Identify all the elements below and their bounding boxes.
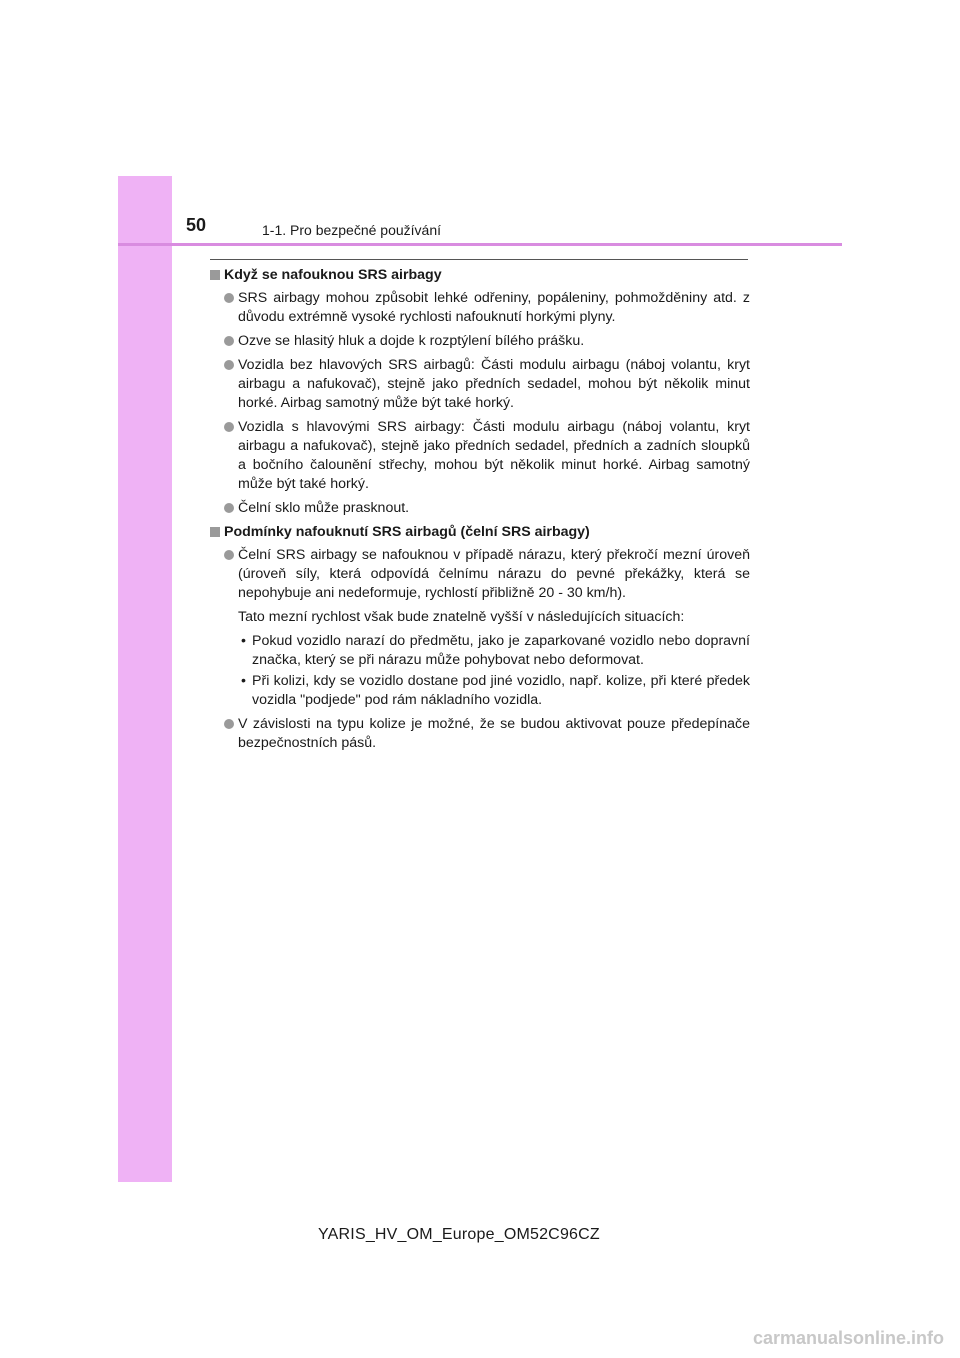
page-number: 50: [186, 215, 207, 235]
section-title: 1-1. Pro bezpečné používání: [262, 222, 442, 238]
circle-bullet-icon: [224, 336, 234, 346]
side-color-band: [118, 176, 172, 1182]
footer-code: YARIS_HV_OM_Europe_OM52C96CZ: [318, 1226, 600, 1243]
circle-bullet-icon: [224, 422, 234, 432]
section-heading: [210, 266, 750, 285]
heading-text: Když se nafouknou SRS airbagy: [224, 267, 442, 283]
sub-list-item: [210, 672, 750, 710]
circle-bullet-icon: [224, 293, 234, 303]
circle-bullet-icon: [224, 503, 234, 513]
content-top-rule: [210, 259, 748, 260]
list-item-text: V závislosti na typu kolize je možné, že se budou aktivovat pouze předepínače bezpečnostních pásů.: [238, 716, 750, 751]
watermark: carmanualsonline.info: [752, 1328, 944, 1348]
square-bullet-icon: [210, 527, 220, 537]
section-heading: [210, 523, 750, 542]
list-item-text: Čelní SRS airbagy se nafouknou v případě nárazu, který překročí mezní úroveň (úroveň síly, která odpovídá čelnímu nárazu do pevné překážky, která se nepohybuje ani nedeformuje, rychlostí přibližně 20 - 30 km/h).: [238, 547, 750, 601]
circle-bullet-icon: [224, 360, 234, 370]
circle-bullet-icon: [224, 719, 234, 729]
main-content: [210, 266, 750, 758]
circle-bullet-icon: [224, 550, 234, 560]
square-bullet-icon: [210, 270, 220, 280]
list-item-text: Vozidla bez hlavových SRS airbagů: Části modulu airbagu (náboj volantu, kryt airbagu a nafukovač), stejně jako předních sedadel, mohou být několik minut horké. Airbag samotný může být také horký.: [238, 357, 750, 411]
sub-list-item-text: Pokud vozidlo narazí do předmětu, jako je zaparkované vozidlo nebo dopravní značka, který se při nárazu může pohybovat nebo deformovat.: [252, 633, 750, 668]
heading-text: Podmínky nafouknutí SRS airbagů (čelní SRS airbagy): [224, 524, 590, 540]
list-item-text: Vozidla s hlavovými SRS airbagy: Části modulu airbagu (náboj volantu, kryt airbagu a nafukovač), stejně jako předních sedadel, předních a zadních sloupků a bočního čalounění střechy, mohou být několik minut horké. Airbag samotný může být také horký.: [238, 419, 750, 492]
sub-list-item: [210, 632, 750, 670]
list-item-text: Čelní sklo může prasknout.: [238, 500, 410, 516]
list-item: [210, 546, 750, 603]
list-item: [210, 499, 750, 518]
sub-list-item-text: Při kolizi, kdy se vozidlo dostane pod jiné vozidlo, např. kolize, při které předek vozidla "podjede" pod rám nákladního vozidla.: [252, 673, 750, 708]
small-bullet-icon: •: [241, 633, 246, 649]
list-item: [210, 356, 750, 413]
list-item: [210, 418, 750, 494]
list-item: [210, 289, 750, 327]
list-item: [210, 332, 750, 351]
header-rule: [118, 243, 842, 246]
list-item-text: SRS airbagy mohou způsobit lehké odřeniny, popáleniny, pohmožděniny atd. z důvodu extrémně vysoké rychlosti nafouknutí horkými plyny.: [238, 290, 750, 325]
paragraph: Tato mezní rychlost však bude znatelně vyšší v následujících situacích:: [238, 609, 685, 625]
list-item-text: Ozve se hlasitý hluk a dojde k rozptýlení bílého prášku.: [238, 333, 585, 349]
list-item: [210, 715, 750, 753]
small-bullet-icon: •: [241, 673, 246, 689]
